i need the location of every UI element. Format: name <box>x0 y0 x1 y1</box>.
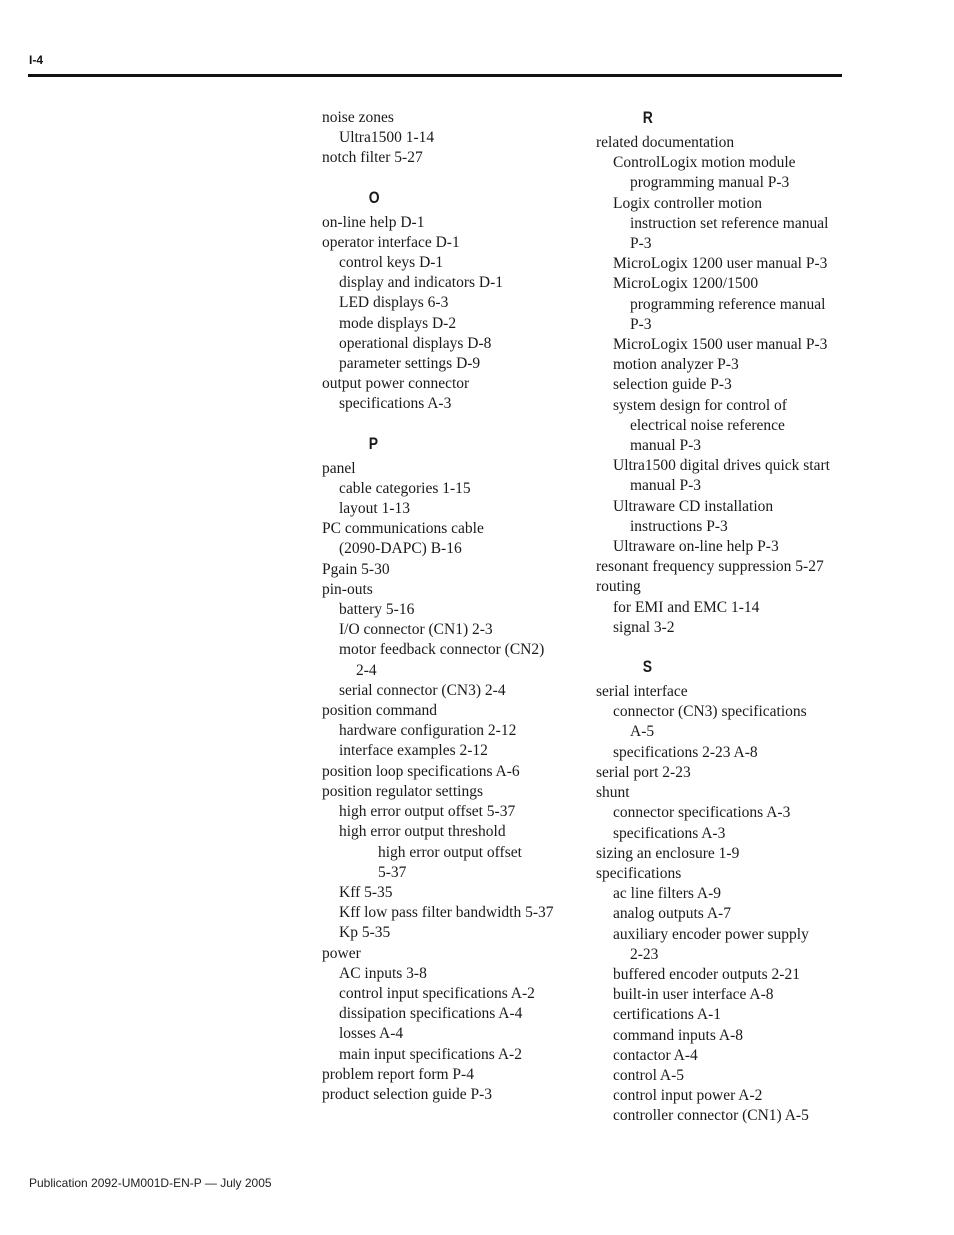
index-entry: panel <box>322 459 356 477</box>
index-subentry: I/O connector (CN1) 2-3 <box>339 621 493 639</box>
index-entry: pin-outs <box>322 580 373 598</box>
index-subentry: analog outputs A-7 <box>613 905 731 923</box>
index-subentry: certifications A-1 <box>613 1006 722 1024</box>
index-subentry: MicroLogix 1200/1500 <box>613 275 759 293</box>
header-rule <box>28 74 842 77</box>
index-subentry: programming reference manual <box>630 295 826 313</box>
index-subentry: main input specifications A-2 <box>339 1045 522 1063</box>
index-subentry: Kp 5-35 <box>339 924 391 942</box>
index-subentry: operational displays D-8 <box>339 334 492 352</box>
index-subentry: Kff low pass filter bandwidth 5-37 <box>339 904 554 922</box>
index-subentry: 5-37 <box>378 863 407 881</box>
index-entry: position command <box>322 702 437 720</box>
index-subentry: controller connector (CN1) A-5 <box>613 1107 809 1125</box>
index-subentry: hardware configuration 2-12 <box>339 722 517 740</box>
index-subentry: Ultra1500 1-14 <box>339 129 435 147</box>
index-subentry: high error output offset <box>378 843 522 861</box>
index-subentry: interface examples 2-12 <box>339 742 488 760</box>
index-column-right <box>596 108 856 1127</box>
index-entry: routing <box>596 578 641 596</box>
index-subentry: high error output offset 5-37 <box>339 803 516 821</box>
index-entry: problem report form P-4 <box>322 1065 474 1083</box>
index-subentry: command inputs A-8 <box>613 1026 744 1044</box>
index-subentry: LED displays 6-3 <box>339 294 449 312</box>
index-subentry: for EMI and EMC 1-14 <box>613 598 760 616</box>
index-subentry: system design for control of <box>613 396 787 414</box>
index-subentry: P-3 <box>630 315 652 333</box>
index-subentry: selection guide P-3 <box>613 376 732 394</box>
index-subentry: built-in user interface A-8 <box>613 986 774 1004</box>
index-subentry: connector specifications A-3 <box>613 804 791 822</box>
index-subentry: A-5 <box>630 723 655 741</box>
index-subentry: instruction set reference manual <box>630 214 829 232</box>
index-entry: sizing an enclosure 1-9 <box>596 844 740 862</box>
index-subentry: Kff 5-35 <box>339 883 393 901</box>
index-subentry: mode displays D-2 <box>339 314 457 332</box>
index-subentry: control input specifications A-2 <box>339 984 535 1002</box>
index-subentry: Logix controller motion <box>613 194 762 212</box>
index-entry: notch filter 5-27 <box>322 149 423 167</box>
index-entry: position loop specifications A-6 <box>322 762 520 780</box>
index-subentry: contactor A-4 <box>613 1046 698 1064</box>
index-subentry: 2-23 <box>630 945 659 963</box>
index-subentry: control input power A-2 <box>613 1087 763 1105</box>
index-subentry: high error output threshold <box>339 823 506 841</box>
index-subentry: electrical noise reference <box>630 416 785 434</box>
index-subentry: Ultraware CD installation <box>613 497 774 515</box>
index-entry: serial port 2-23 <box>596 763 691 781</box>
index-subentry: buffered encoder outputs 2-21 <box>613 965 800 983</box>
index-subentry: control keys D-1 <box>339 254 444 272</box>
index-entry: position regulator settings <box>322 782 484 800</box>
index-entry: shunt <box>596 784 630 802</box>
index-entry: Pgain 5-30 <box>322 560 390 578</box>
index-subentry: control A-5 <box>613 1066 685 1084</box>
index-subentry: ac line filters A-9 <box>613 885 722 903</box>
index-subentry: specifications A-3 <box>339 395 452 413</box>
page-number: I-4 <box>29 53 44 67</box>
index-subentry: Ultraware on-line help P-3 <box>613 538 779 556</box>
index-subentry: signal 3-2 <box>613 618 675 636</box>
index-entry: related documentation <box>596 134 735 151</box>
index-subentry: manual P-3 <box>630 437 702 455</box>
index-subentry: motion analyzer P-3 <box>613 356 739 374</box>
section-letter-heading: O <box>368 187 380 207</box>
index-entry: resonant frequency suppression 5-27 <box>596 558 824 576</box>
index-column-left <box>322 108 584 1105</box>
index-subentry: parameter settings D-9 <box>339 355 481 373</box>
index-entry: noise zones <box>322 109 394 126</box>
index-subentry: MicroLogix 1200 user manual P-3 <box>613 255 828 273</box>
index-entry: power <box>322 944 361 962</box>
index-subentry: display and indicators D-1 <box>339 274 504 292</box>
index-subentry: dissipation specifications A-4 <box>339 1005 523 1023</box>
index-subentry: P-3 <box>630 235 652 253</box>
index-entry: on-line help D-1 <box>322 213 425 231</box>
section-letter-heading: R <box>642 108 653 127</box>
index-subentry: losses A-4 <box>339 1025 404 1043</box>
index-entry: operator interface D-1 <box>322 233 460 251</box>
index-subentry: cable categories 1-15 <box>339 479 471 497</box>
index-subentry: instructions P-3 <box>630 517 728 535</box>
index-subentry: motor feedback connector (CN2) <box>339 641 545 659</box>
publication-footer: Publication 2092-UM001D-EN-P — July 2005 <box>29 1176 272 1190</box>
index-subentry: serial connector (CN3) 2-4 <box>339 681 506 699</box>
index-subentry: layout 1-13 <box>339 500 411 518</box>
index-subentry: AC inputs 3-8 <box>339 964 427 982</box>
index-entry: PC communications cable <box>322 520 484 538</box>
index-subentry: programming manual P-3 <box>630 174 790 192</box>
index-subentry: ControlLogix motion module <box>613 154 796 172</box>
index-subentry: MicroLogix 1500 user manual P-3 <box>613 336 828 354</box>
index-entry: serial interface <box>596 683 688 701</box>
index-subentry: (2090-DAPC) B-16 <box>339 540 462 558</box>
index-subentry: specifications A-3 <box>613 824 726 842</box>
index-entry: product selection guide P-3 <box>322 1085 493 1103</box>
index-subentry: connector (CN3) specifications <box>613 703 807 721</box>
index-subentry: specifications 2-23 A-8 <box>613 743 758 761</box>
index-subentry: manual P-3 <box>630 477 702 495</box>
index-subentry: 2-4 <box>356 661 377 679</box>
index-entry: specifications <box>596 864 682 882</box>
section-letter-heading: P <box>368 433 379 453</box>
index-subentry: Ultra1500 digital drives quick start <box>613 457 830 475</box>
index-subentry: battery 5-16 <box>339 601 415 619</box>
index-subentry: auxiliary encoder power supply <box>613 925 809 943</box>
section-letter-heading: S <box>642 657 653 677</box>
index-entry: output power connector <box>322 375 470 393</box>
